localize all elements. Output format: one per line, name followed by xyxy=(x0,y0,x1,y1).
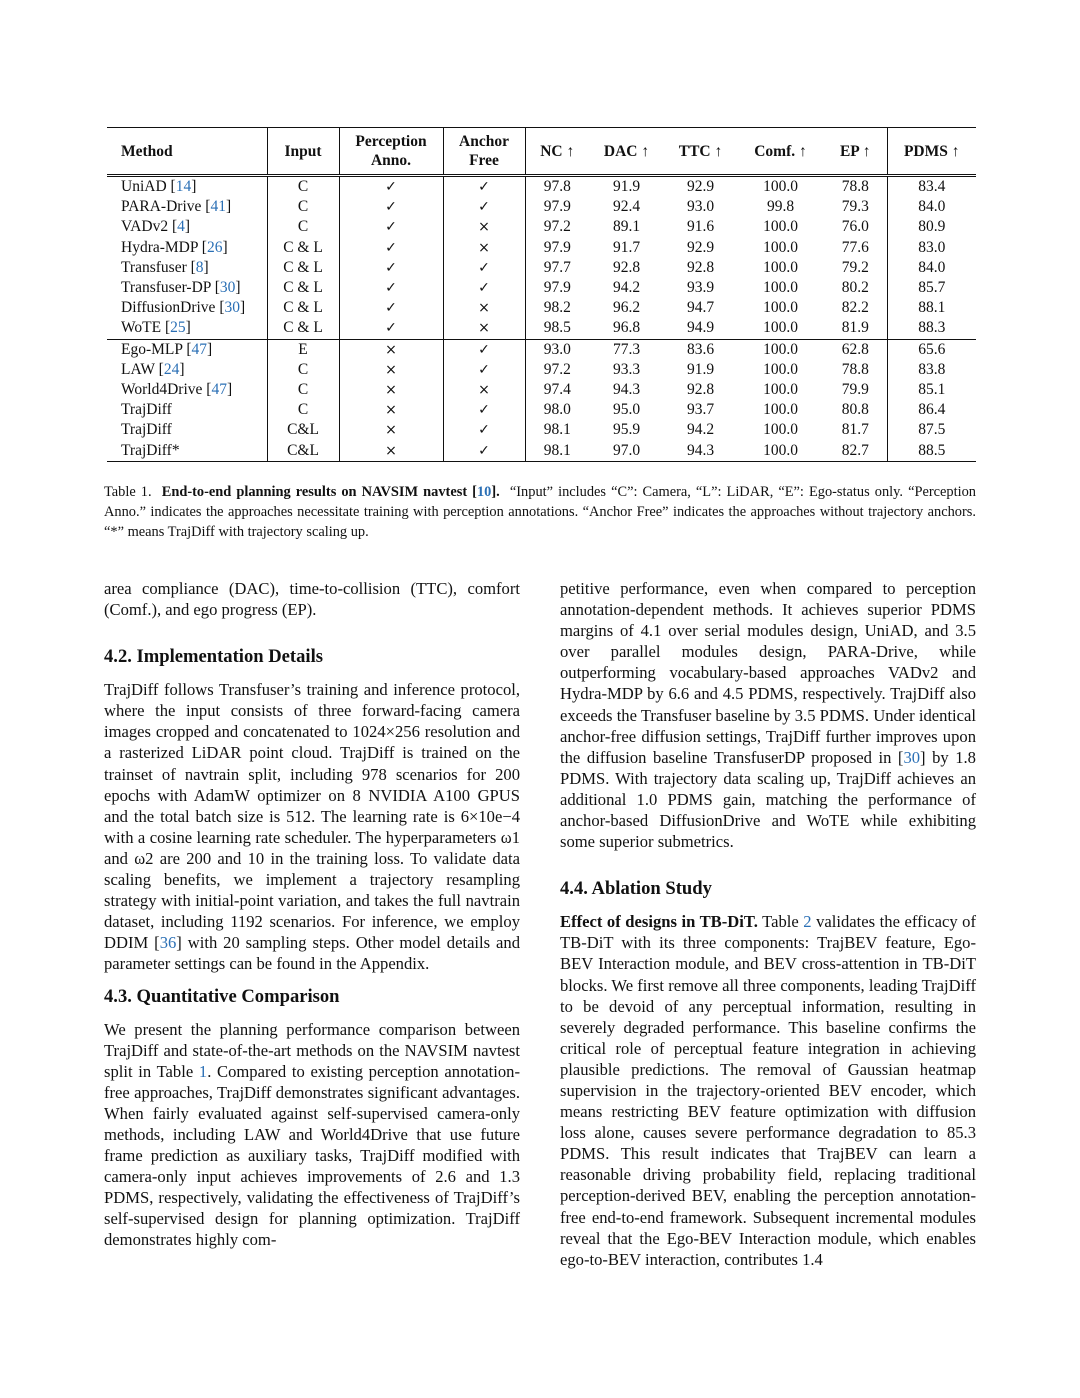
method-name: Transfuser xyxy=(121,258,187,276)
cell-anchor-free: × xyxy=(443,380,525,400)
method-citation[interactable]: 8 xyxy=(195,258,204,276)
cell-ep: 82.2 xyxy=(841,299,869,317)
cell-nc: 98.0 xyxy=(525,400,589,420)
cell-input: C&L xyxy=(267,420,339,440)
table-caption xyxy=(104,482,976,542)
header-ttc: TTC ↑ xyxy=(678,142,723,160)
cell-input: C & L xyxy=(267,258,339,278)
header-comf: Comf. ↑ xyxy=(754,142,807,160)
cell-ttc: 94.7 xyxy=(686,299,715,317)
cell-anchor-free: ✓ xyxy=(443,197,525,217)
cell-ep: 82.7 xyxy=(824,441,887,462)
cell-perception: ✓ xyxy=(339,176,443,198)
ablation-paragraph xyxy=(560,911,976,1270)
cell-method: DiffusionDrive [30] xyxy=(121,299,246,317)
table-row xyxy=(107,298,976,318)
cell-input: C xyxy=(267,176,339,198)
cell-nc: 97.4 xyxy=(525,380,589,400)
cell-comf: 100.0 xyxy=(763,218,798,236)
cell-comf: 100.0 xyxy=(763,279,798,297)
cell-dac: 89.1 xyxy=(612,218,641,236)
cell-dac: 95.0 xyxy=(612,401,641,419)
cell-pdms: 84.0 xyxy=(887,258,976,278)
cell-comf: 100.0 xyxy=(763,178,798,195)
cell-pdms: 86.4 xyxy=(887,400,976,420)
cell-ttc: 94.3 xyxy=(664,441,737,462)
caption-text: “Input” includes “C”: Camera, “L”: LiDAR, “E”: Ego-status only. “Perception Anno.” indicates the approaches necessitate training with perception annotations. “Anchor Free” indicates the approaches without trajectory anchors. “*” means TrajDiff with trajectory scaling up. xyxy=(104,484,976,540)
cell-anchor-free: ✓ xyxy=(443,339,525,360)
cell-ep: 77.6 xyxy=(841,238,869,256)
header-anchor xyxy=(443,128,525,176)
cell-comf: 100.0 xyxy=(763,238,798,256)
header-anchor-line1: Anchor xyxy=(459,133,509,150)
cell-ttc: 94.9 xyxy=(686,319,715,337)
cell-ttc: 93.7 xyxy=(686,401,715,419)
cell-perception: ✓ xyxy=(339,278,443,298)
implementation-text-b: ] with 20 sampling steps. Other model details and parameter settings can be found in the Appendix. xyxy=(104,933,520,974)
cell-ttc: 93.9 xyxy=(686,279,715,297)
method-citation[interactable]: 25 xyxy=(170,319,186,337)
cell-ttc: 92.9 xyxy=(686,178,715,195)
cell-input: C xyxy=(267,400,339,420)
cell-input: C & L xyxy=(267,298,339,318)
table-row xyxy=(107,360,976,380)
cell-nc: 97.9 xyxy=(525,197,589,217)
cell-pdms: 65.6 xyxy=(887,339,976,360)
cell-perception: ✓ xyxy=(339,258,443,278)
table-row xyxy=(107,197,976,217)
table-header-row xyxy=(107,128,976,176)
cell-perception: ✓ xyxy=(339,298,443,318)
method-citation[interactable]: 30 xyxy=(224,299,240,317)
cell-pdms: 88.5 xyxy=(887,441,976,462)
header-input: Input xyxy=(267,128,339,176)
method-name: Hydra-MDP xyxy=(121,238,198,256)
cell-nc: 97.2 xyxy=(525,360,589,380)
cell-ttc: 92.8 xyxy=(686,381,715,399)
cell-ttc: 83.6 xyxy=(664,339,737,360)
table-row xyxy=(107,441,976,462)
cell-method: Transfuser-DP [30] xyxy=(121,279,241,297)
method-citation[interactable]: 24 xyxy=(163,360,180,378)
cell-comf: 100.0 xyxy=(763,299,798,317)
cell-ep: 79.3 xyxy=(841,198,869,216)
method-name: TrajDiff xyxy=(121,421,172,439)
results-table xyxy=(107,127,976,462)
cell-input: C xyxy=(267,380,339,400)
cell-ttc: 91.9 xyxy=(686,360,715,378)
cell-method: LAW [24] xyxy=(121,360,185,378)
cell-input: C & L xyxy=(267,318,339,339)
cell-pdms: 84.0 xyxy=(887,197,976,217)
method-citation[interactable]: 26 xyxy=(206,238,223,256)
cell-perception: × xyxy=(339,441,443,462)
method-name: VADv2 xyxy=(121,218,169,236)
cell-perception: ✓ xyxy=(339,318,443,339)
table-row xyxy=(107,339,976,360)
cell-perception: ✓ xyxy=(339,197,443,217)
caption-title-b: ]. xyxy=(491,484,500,500)
cell-comf: 100.0 xyxy=(737,441,824,462)
cell-dac: 92.4 xyxy=(612,198,641,216)
citation-transfuserdp[interactable]: 30 xyxy=(903,747,921,767)
cell-ttc: 93.0 xyxy=(686,198,715,216)
cell-method: UniAD [14] xyxy=(121,178,197,195)
cell-ep: 80.2 xyxy=(841,279,869,297)
method-name: WoTE xyxy=(121,319,162,337)
header-dac: DAC ↑ xyxy=(603,142,650,160)
comparison-text-b: ] by 1.8 PDMS. With trajectory data scaling up, TrajDiff achieves an additional 1.0 PDMS gain, matching the performance of anchor-based DiffusionDrive and WoTE while exhibiting some superior submetrics. xyxy=(560,747,976,852)
cell-ep: 78.8 xyxy=(841,360,869,378)
cell-anchor-free: ✓ xyxy=(443,420,525,440)
cell-ttc: 92.9 xyxy=(686,238,715,256)
cell-perception: × xyxy=(339,339,443,360)
cell-pdms: 83.4 xyxy=(887,176,976,198)
cell-anchor-free: × xyxy=(443,238,525,258)
cell-nc: 93.0 xyxy=(525,339,589,360)
table-row xyxy=(107,380,976,400)
heading-ablation: 4.4. Ablation Study xyxy=(560,878,712,900)
cell-ttc: 92.8 xyxy=(686,258,715,276)
cell-dac: 94.2 xyxy=(612,279,641,297)
cell-comf: 100.0 xyxy=(763,401,798,419)
cell-method: Transfuser [8] xyxy=(121,258,209,276)
quantitative-text-b: . Compared to existing perception annotation-free approaches, TrajDiff demonstrates significant advantages. When fairly evaluated against self-supervised camera-only methods, including LAW and World4Drive that use future frame prediction as auxiliary tasks, TrajDiff modified with camera-only input achieves improvements of 2.6 and 1.3 PDMS, respectively, validating the effectiveness of TrajDiff’s self-supervised design for planning optimization. TrajDiff demonstrates highly com- xyxy=(104,1061,520,1250)
cell-perception: ✓ xyxy=(339,217,443,237)
method-citation[interactable]: 30 xyxy=(219,279,236,297)
cell-pdms: 85.7 xyxy=(887,278,976,298)
table-row xyxy=(107,217,976,237)
cell-nc: 97.2 xyxy=(525,217,589,237)
caption-label: Table 1. xyxy=(104,484,152,500)
comparison-paragraph xyxy=(560,578,976,852)
cell-nc: 97.9 xyxy=(525,238,589,258)
cell-perception: ✓ xyxy=(339,238,443,258)
table-row xyxy=(107,258,976,278)
ablation-text-b: validates the efficacy of TB-DiT with its three components: TrajBEV feature, Ego-BEV Interaction module, and BEV cross-attention in TB-DiT blocks. We first remove all three components, leading TrajDiff to be devoid of any perceptual information, resulting in severely degraded performance. This baseline confirms the critical role of perceptual feature integration in achieving plausible predictions. The removal of Gaussian heatmap supervision in the trajectory-oriented BEV encoder, which means restricting BEV feature optimization with diffusion loss alone, causes severe performance degradation to 85.3 PDMS. This result indicates that TrajBEV can learn a reasonable driving probability field, replacing traditional perception-derived BEV, enabling the perception annotation-free end-to-end framework. Subsequent incremental modules reveal that the Ego-BEV Interaction module, which enables ego-to-BEV interaction, contributes 1.4 xyxy=(560,912,976,1269)
cell-method xyxy=(107,400,267,420)
cell-ep: 78.8 xyxy=(841,178,869,195)
cell-input: E xyxy=(267,339,339,360)
quantitative-text-a: We present the planning performance comparison between TrajDiff and state-of-the-art methods on the NAVSIM navtest split in Table xyxy=(104,1019,520,1081)
cell-nc: 97.7 xyxy=(525,258,589,278)
ablation-lead: Effect of designs in TB-DiT. xyxy=(560,912,758,932)
cell-ep: 62.8 xyxy=(824,339,887,360)
method-name: TrajDiff xyxy=(121,401,172,419)
cell-pdms: 83.0 xyxy=(887,238,976,258)
cell-anchor-free: ✓ xyxy=(443,258,525,278)
cell-input: C & L xyxy=(267,278,339,298)
cell-anchor-free: ✓ xyxy=(443,360,525,380)
method-citation[interactable]: 47 xyxy=(211,381,227,399)
cell-dac: 97.0 xyxy=(589,441,664,462)
header-method: Method xyxy=(121,142,173,160)
cell-input: C & L xyxy=(267,238,339,258)
cell-method: World4Drive [47] xyxy=(121,381,233,399)
method-name: Transfuser-DP xyxy=(121,279,211,297)
cell-ep: 80.8 xyxy=(841,401,869,419)
left-column xyxy=(104,578,520,1251)
cell-method: PARA-Drive [41] xyxy=(121,198,232,216)
cell-perception: × xyxy=(339,400,443,420)
cell-perception: × xyxy=(339,380,443,400)
cell-pdms: 88.1 xyxy=(887,298,976,318)
caption-title xyxy=(162,484,500,500)
cell-dac: 92.8 xyxy=(612,258,641,276)
cell-dac: 96.8 xyxy=(612,319,641,337)
cell-anchor-free: × xyxy=(443,298,525,318)
caption-citation[interactable]: 10 xyxy=(476,484,492,500)
cell-comf: 100.0 xyxy=(763,360,798,378)
table-1-link[interactable]: 1 xyxy=(198,1061,208,1081)
method-name: LAW xyxy=(121,360,155,378)
table-2-link[interactable]: 2 xyxy=(803,912,812,932)
cell-ep: 81.7 xyxy=(841,421,869,439)
cell-comf: 100.0 xyxy=(763,258,798,276)
method-name: Ego-MLP xyxy=(121,340,183,358)
cell-comf: 99.8 xyxy=(766,198,795,216)
header-pdms: PDMS ↑ xyxy=(887,128,976,176)
method-citation[interactable]: 4 xyxy=(177,218,185,236)
header-perception xyxy=(339,128,443,176)
cell-nc: 98.1 xyxy=(525,441,589,462)
cell-perception: × xyxy=(339,360,443,380)
quantitative-paragraph xyxy=(104,1019,520,1251)
results-table-container xyxy=(107,127,976,462)
table-row xyxy=(107,420,976,440)
cell-dac: 91.9 xyxy=(612,178,641,195)
table-row xyxy=(107,278,976,298)
cell-comf: 100.0 xyxy=(737,339,824,360)
method-name: TrajDiff* xyxy=(121,441,180,459)
heading-quantitative: 4.3. Quantitative Comparison xyxy=(104,985,340,1007)
cell-method xyxy=(107,441,267,462)
intro-paragraph: area compliance (DAC), time-to-collision (TTC), comfort (Comf.), and ego progress (EP). xyxy=(104,579,520,620)
cell-nc: 98.2 xyxy=(525,298,589,318)
heading-implementation: 4.2. Implementation Details xyxy=(104,646,323,668)
citation-ddim[interactable]: 36 xyxy=(159,933,177,953)
cell-method: WoTE [25] xyxy=(121,319,191,337)
right-column xyxy=(560,578,976,1270)
cell-method: Hydra-MDP [26] xyxy=(121,238,228,256)
cell-anchor-free: ✓ xyxy=(443,441,525,462)
cell-pdms: 88.3 xyxy=(887,318,976,339)
table-body xyxy=(107,176,976,462)
cell-ep: 81.9 xyxy=(841,319,869,337)
cell-anchor-free: × xyxy=(443,318,525,339)
cell-method: Ego-MLP [47] xyxy=(107,339,267,360)
cell-input: C&L xyxy=(267,441,339,462)
method-name: PARA-Drive xyxy=(121,198,202,216)
table-row xyxy=(107,318,976,339)
cell-ttc: 91.6 xyxy=(686,218,715,236)
cell-method xyxy=(107,420,267,440)
cell-dac: 93.3 xyxy=(612,360,641,378)
cell-pdms: 80.9 xyxy=(887,217,976,237)
cell-dac: 77.3 xyxy=(589,339,664,360)
header-anchor-line2: Free xyxy=(469,152,499,169)
cell-comf: 100.0 xyxy=(763,421,798,439)
method-citation[interactable]: 14 xyxy=(175,178,192,195)
cell-anchor-free: ✓ xyxy=(443,400,525,420)
table-row xyxy=(107,238,976,258)
table-row xyxy=(107,400,976,420)
cell-ep: 79.2 xyxy=(841,258,869,276)
cell-dac: 95.9 xyxy=(612,421,641,439)
cell-pdms: 87.5 xyxy=(887,420,976,440)
cell-nc: 97.8 xyxy=(525,176,589,198)
header-perception-line1: Perception xyxy=(355,133,427,150)
cell-pdms: 83.8 xyxy=(887,360,976,380)
cell-input: C xyxy=(267,360,339,380)
implementation-paragraph xyxy=(104,679,520,974)
header-nc: NC ↑ xyxy=(525,128,589,176)
method-citation[interactable]: 47 xyxy=(191,340,207,358)
comparison-text-a: petitive performance, even when compared to perception annotation-dependent methods. It achieves superior PDMS margins of 4.1 over serial modules design, UniAD, and 3.5 over parallel modules design, PARA-Drive, while outperforming vocabulary-based approaches VADv2 and Hydra-MDP by 6.6 and 4.5 PDMS, respectively. TrajDiff also exceeds the Transfuser baseline by 3.5 PDMS. Under identical anchor-free diffusion settings, TrajDiff further improves upon the diffusion baseline TransfuserDP proposed in [ xyxy=(560,579,976,767)
cell-dac: 94.3 xyxy=(612,381,641,399)
cell-dac: 91.7 xyxy=(612,238,641,256)
cell-input: C xyxy=(267,197,339,217)
cell-anchor-free: ✓ xyxy=(443,278,525,298)
ablation-text-a: Table xyxy=(757,912,804,932)
cell-method: VADv2 [4] xyxy=(121,218,191,236)
cell-ep: 76.0 xyxy=(841,218,869,236)
table-row xyxy=(107,176,976,198)
header-ep: EP ↑ xyxy=(839,142,871,160)
cell-anchor-free: ✓ xyxy=(443,176,525,198)
method-citation[interactable]: 41 xyxy=(210,198,226,216)
caption-title-a: End-to-end planning results on NAVSIM navtest [ xyxy=(161,484,477,500)
cell-comf: 100.0 xyxy=(763,319,798,337)
cell-input: C xyxy=(267,217,339,237)
cell-nc: 98.1 xyxy=(525,420,589,440)
cell-ep: 79.9 xyxy=(841,381,869,399)
cell-comf: 100.0 xyxy=(763,381,798,399)
cell-perception: × xyxy=(339,420,443,440)
cell-pdms: 85.1 xyxy=(887,380,976,400)
cell-nc: 98.5 xyxy=(525,318,589,339)
method-name: DiffusionDrive xyxy=(121,299,216,317)
implementation-text-a: TrajDiff follows Transfuser’s training and inference protocol, where the input consists of three forward-facing camera images cropped and concatenated to 1024×256 resolution and a rasterized LiDAR point cloud. TrajDiff is trained on the trainset of navtrain split, including 978 scenarios for 200 epochs with AdamW optimizer on 8 NVIDIA A100 GPUS and the total batch size is 512. The learning rate is 6×10e−4 with a cosine learning rate scheduler. The hyperparameters ω1 and ω2 are 200 and 10 in the training loss. To validate data scaling benefits, we implement a trajectory resampling strategy with initial-point variation, and takes the full navtrain dataset, including 1192 scenarios. For inference, we employ DDIM [ xyxy=(104,680,520,953)
method-name: World4Drive xyxy=(121,381,203,399)
cell-anchor-free: × xyxy=(443,217,525,237)
header-perception-line2: Anno. xyxy=(370,152,412,169)
cell-dac: 96.2 xyxy=(612,299,641,317)
cell-ttc: 94.2 xyxy=(686,421,715,439)
method-name: UniAD xyxy=(121,178,167,195)
cell-nc: 97.9 xyxy=(525,278,589,298)
